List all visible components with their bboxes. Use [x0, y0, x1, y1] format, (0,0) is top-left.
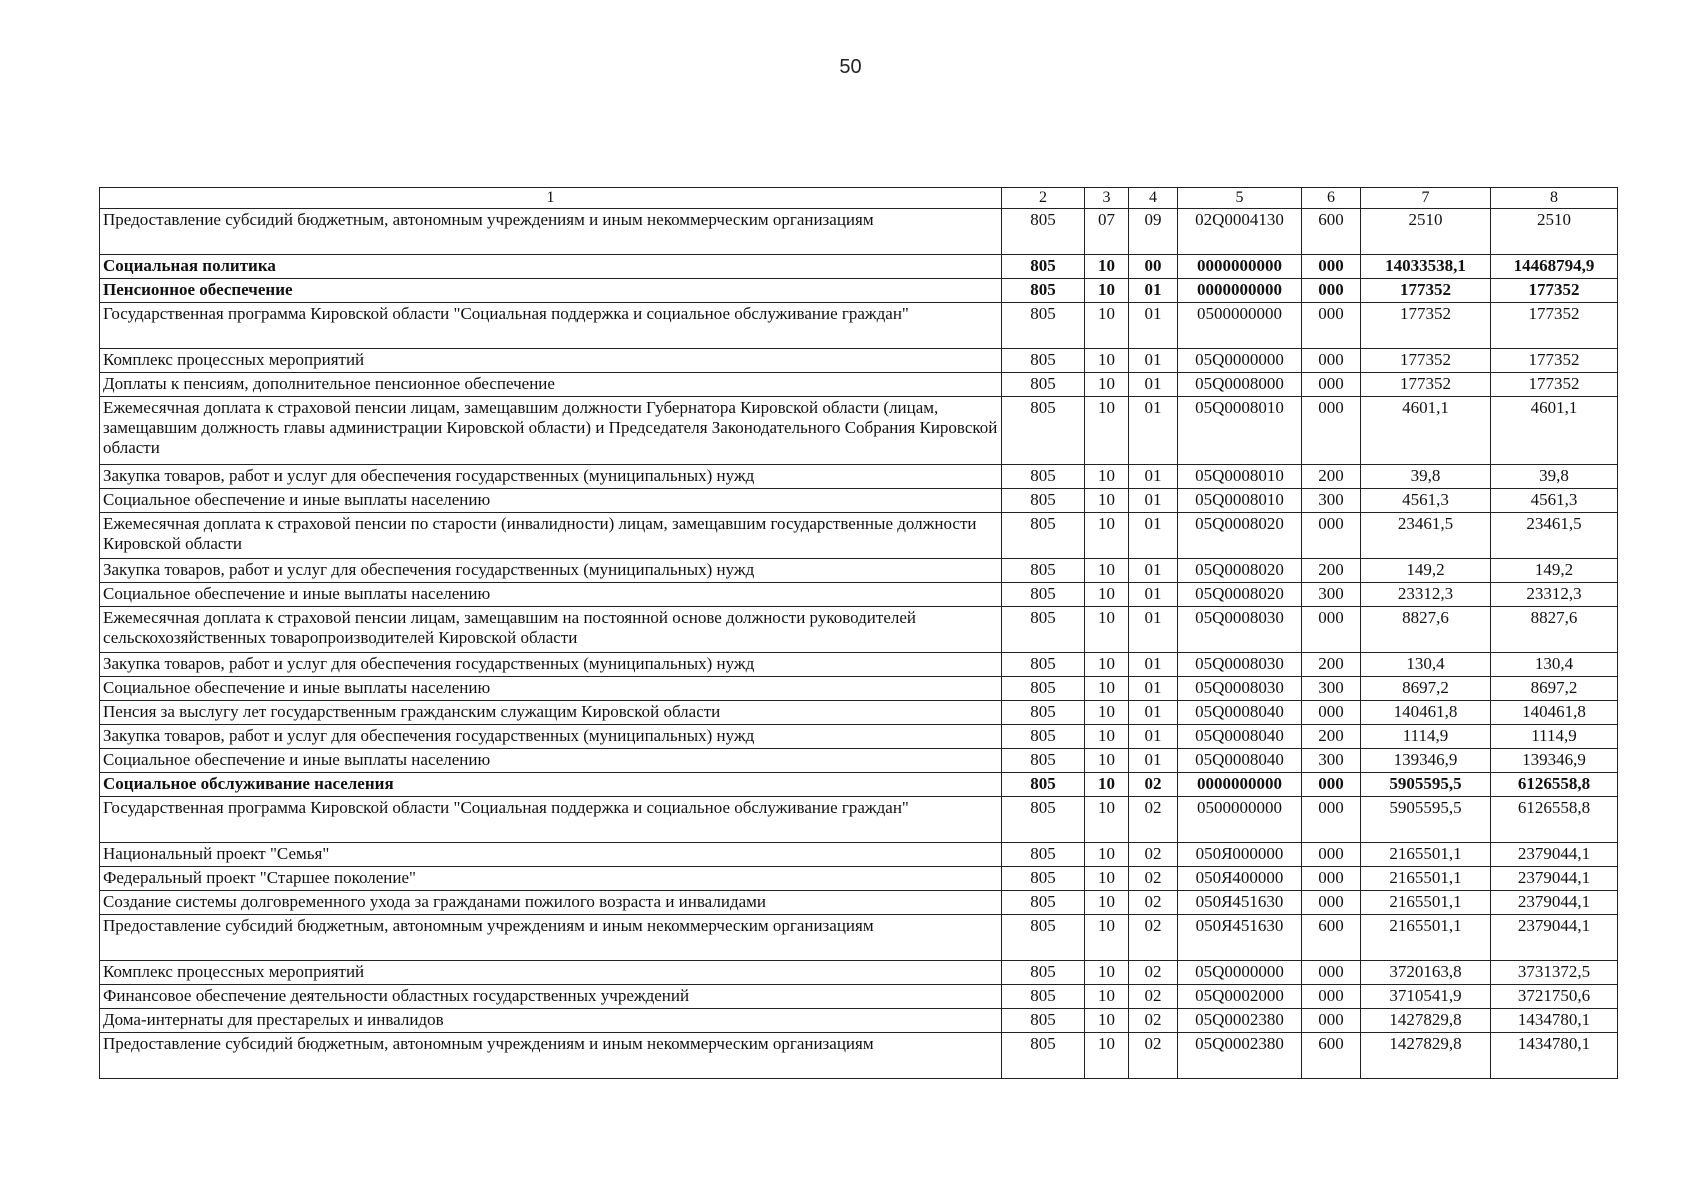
table-row [100, 985, 1618, 1009]
subsection-cell: 01 [1129, 373, 1178, 397]
amount-year2-cell: 1434780,1 [1491, 1033, 1618, 1079]
target-item-cell: 02Q0004130 [1178, 209, 1302, 255]
amount-year2-cell: 4561,3 [1491, 489, 1618, 513]
table-row [100, 1033, 1618, 1079]
amount-year1-cell: 177352 [1361, 303, 1491, 349]
code-cell: 805 [1002, 465, 1085, 489]
target-item-cell: 05Q0008010 [1178, 465, 1302, 489]
table-row [100, 489, 1618, 513]
name-cell: Закупка товаров, работ и услуг для обеспечения государственных (муниципальных) нужд [100, 465, 1002, 489]
subsection-cell: 02 [1129, 961, 1178, 985]
amount-year2-cell: 8827,6 [1491, 607, 1618, 653]
subsection-cell: 02 [1129, 867, 1178, 891]
section-cell: 10 [1085, 349, 1129, 373]
table-row [100, 867, 1618, 891]
header-cell: 2 [1002, 188, 1085, 209]
name-cell: Государственная программа Кировской области "Социальная поддержка и социальное обслуживание граждан" [100, 303, 1002, 349]
table-row [100, 725, 1618, 749]
amount-year1-cell: 2165501,1 [1361, 891, 1491, 915]
amount-year1-cell: 8697,2 [1361, 677, 1491, 701]
expense-type-cell: 200 [1302, 653, 1361, 677]
subsection-cell: 01 [1129, 607, 1178, 653]
table-row [100, 209, 1618, 255]
amount-year2-cell: 177352 [1491, 349, 1618, 373]
name-cell: Пенсионное обеспечение [100, 279, 1002, 303]
code-cell: 805 [1002, 607, 1085, 653]
section-cell: 10 [1085, 465, 1129, 489]
code-cell: 805 [1002, 725, 1085, 749]
target-item-cell: 05Q0008000 [1178, 373, 1302, 397]
name-cell: Доплаты к пенсиям, дополнительное пенсионное обеспечение [100, 373, 1002, 397]
amount-year1-cell: 140461,8 [1361, 701, 1491, 725]
name-cell: Комплекс процессных мероприятий [100, 961, 1002, 985]
code-cell: 805 [1002, 677, 1085, 701]
code-cell: 805 [1002, 489, 1085, 513]
amount-year2-cell: 23461,5 [1491, 513, 1618, 559]
name-cell: Национальный проект "Семья" [100, 843, 1002, 867]
table-row [100, 607, 1618, 653]
code-cell: 805 [1002, 559, 1085, 583]
section-cell: 10 [1085, 867, 1129, 891]
target-item-cell: 0500000000 [1178, 797, 1302, 843]
header-cell: 7 [1361, 188, 1491, 209]
code-cell: 805 [1002, 891, 1085, 915]
expense-type-cell: 000 [1302, 303, 1361, 349]
expense-type-cell: 200 [1302, 725, 1361, 749]
amount-year1-cell: 8827,6 [1361, 607, 1491, 653]
code-cell: 805 [1002, 773, 1085, 797]
subsection-cell: 01 [1129, 677, 1178, 701]
header-cell: 8 [1491, 188, 1618, 209]
subsection-cell: 01 [1129, 583, 1178, 607]
expense-type-cell: 600 [1302, 209, 1361, 255]
amount-year1-cell: 2165501,1 [1361, 843, 1491, 867]
expense-type-cell: 000 [1302, 1009, 1361, 1033]
name-cell: Федеральный проект "Старшее поколение" [100, 867, 1002, 891]
name-cell: Социальное обслуживание населения [100, 773, 1002, 797]
name-cell: Социальное обеспечение и иные выплаты населению [100, 489, 1002, 513]
expense-type-cell: 000 [1302, 255, 1361, 279]
expense-type-cell: 000 [1302, 513, 1361, 559]
section-cell: 10 [1085, 559, 1129, 583]
amount-year2-cell: 3731372,5 [1491, 961, 1618, 985]
code-cell: 805 [1002, 303, 1085, 349]
section-cell: 10 [1085, 607, 1129, 653]
expense-type-cell: 000 [1302, 867, 1361, 891]
name-cell: Закупка товаров, работ и услуг для обеспечения государственных (муниципальных) нужд [100, 653, 1002, 677]
section-cell: 10 [1085, 279, 1129, 303]
target-item-cell: 05Q0002380 [1178, 1033, 1302, 1079]
expense-type-cell: 000 [1302, 891, 1361, 915]
section-cell: 10 [1085, 677, 1129, 701]
subsection-cell: 01 [1129, 303, 1178, 349]
name-cell: Социальное обеспечение и иные выплаты населению [100, 749, 1002, 773]
amount-year1-cell: 130,4 [1361, 653, 1491, 677]
amount-year2-cell: 1434780,1 [1491, 1009, 1618, 1033]
amount-year2-cell: 6126558,8 [1491, 773, 1618, 797]
name-cell: Финансовое обеспечение деятельности областных государственных учреждений [100, 985, 1002, 1009]
table-row [100, 397, 1618, 465]
table-row [100, 349, 1618, 373]
table-row [100, 749, 1618, 773]
section-cell: 10 [1085, 891, 1129, 915]
amount-year1-cell: 149,2 [1361, 559, 1491, 583]
name-cell: Закупка товаров, работ и услуг для обеспечения государственных (муниципальных) нужд [100, 559, 1002, 583]
code-cell: 805 [1002, 373, 1085, 397]
expense-type-cell: 600 [1302, 1033, 1361, 1079]
subsection-cell: 01 [1129, 397, 1178, 465]
code-cell: 805 [1002, 349, 1085, 373]
target-item-cell: 05Q0008030 [1178, 653, 1302, 677]
expense-type-cell: 300 [1302, 583, 1361, 607]
subsection-cell: 01 [1129, 465, 1178, 489]
expense-type-cell: 000 [1302, 843, 1361, 867]
section-cell: 10 [1085, 373, 1129, 397]
name-cell: Социальное обеспечение и иные выплаты населению [100, 677, 1002, 701]
amount-year1-cell: 5905595,5 [1361, 773, 1491, 797]
amount-year2-cell: 3721750,6 [1491, 985, 1618, 1009]
subsection-cell: 01 [1129, 725, 1178, 749]
table-row [100, 915, 1618, 961]
amount-year2-cell: 1114,9 [1491, 725, 1618, 749]
subsection-cell: 01 [1129, 701, 1178, 725]
target-item-cell: 05Q0008020 [1178, 583, 1302, 607]
target-item-cell: 05Q0000000 [1178, 961, 1302, 985]
name-cell: Ежемесячная доплата к страховой пенсии по старости (инвалидности) лицам, замещавшим государственные должности Кировской области [100, 513, 1002, 559]
subsection-cell: 01 [1129, 559, 1178, 583]
subsection-cell: 02 [1129, 891, 1178, 915]
amount-year1-cell: 3720163,8 [1361, 961, 1491, 985]
section-cell: 10 [1085, 513, 1129, 559]
code-cell: 805 [1002, 961, 1085, 985]
target-item-cell: 05Q0008030 [1178, 677, 1302, 701]
code-cell: 805 [1002, 749, 1085, 773]
amount-year2-cell: 6126558,8 [1491, 797, 1618, 843]
name-cell: Социальное обеспечение и иные выплаты населению [100, 583, 1002, 607]
page-number: 50 [839, 56, 862, 78]
amount-year2-cell: 2379044,1 [1491, 867, 1618, 891]
code-cell: 805 [1002, 255, 1085, 279]
target-item-cell: 05Q0002000 [1178, 985, 1302, 1009]
subsection-cell: 02 [1129, 1009, 1178, 1033]
code-cell: 805 [1002, 985, 1085, 1009]
expense-type-cell: 000 [1302, 607, 1361, 653]
amount-year2-cell: 4601,1 [1491, 397, 1618, 465]
subsection-cell: 02 [1129, 843, 1178, 867]
amount-year2-cell: 2379044,1 [1491, 915, 1618, 961]
amount-year2-cell: 149,2 [1491, 559, 1618, 583]
code-cell: 805 [1002, 279, 1085, 303]
amount-year2-cell: 2379044,1 [1491, 891, 1618, 915]
amount-year1-cell: 14033538,1 [1361, 255, 1491, 279]
expense-type-cell: 000 [1302, 349, 1361, 373]
amount-year2-cell: 177352 [1491, 373, 1618, 397]
amount-year1-cell: 23312,3 [1361, 583, 1491, 607]
table-row [100, 559, 1618, 583]
header-cell: 3 [1085, 188, 1129, 209]
amount-year1-cell: 3710541,9 [1361, 985, 1491, 1009]
section-cell: 10 [1085, 255, 1129, 279]
section-cell: 10 [1085, 1009, 1129, 1033]
amount-year1-cell: 139346,9 [1361, 749, 1491, 773]
amount-year1-cell: 177352 [1361, 373, 1491, 397]
header-cell: 1 [100, 188, 1002, 209]
name-cell: Дома-интернаты для престарелых и инвалидов [100, 1009, 1002, 1033]
name-cell: Предоставление субсидий бюджетным, автономным учреждениям и иным некоммерческим организациям [100, 209, 1002, 255]
section-cell: 10 [1085, 773, 1129, 797]
amount-year1-cell: 2165501,1 [1361, 915, 1491, 961]
target-item-cell: 05Q0000000 [1178, 349, 1302, 373]
code-cell: 805 [1002, 513, 1085, 559]
expense-type-cell: 200 [1302, 559, 1361, 583]
table-row [100, 513, 1618, 559]
code-cell: 805 [1002, 653, 1085, 677]
name-cell: Закупка товаров, работ и услуг для обеспечения государственных (муниципальных) нужд [100, 725, 1002, 749]
target-item-cell: 05Q0008040 [1178, 725, 1302, 749]
target-item-cell: 05Q0008020 [1178, 513, 1302, 559]
subsection-cell: 01 [1129, 513, 1178, 559]
section-cell: 10 [1085, 303, 1129, 349]
amount-year2-cell: 2379044,1 [1491, 843, 1618, 867]
target-item-cell: 05Q0008040 [1178, 749, 1302, 773]
amount-year1-cell: 1427829,8 [1361, 1033, 1491, 1079]
section-cell: 10 [1085, 985, 1129, 1009]
subsection-cell: 01 [1129, 653, 1178, 677]
table-row [100, 653, 1618, 677]
subsection-cell: 02 [1129, 797, 1178, 843]
name-cell: Пенсия за выслугу лет государственным гражданским служащим Кировской области [100, 701, 1002, 725]
name-cell: Предоставление субсидий бюджетным, автономным учреждениям и иным некоммерческим организациям [100, 1033, 1002, 1079]
target-item-cell: 050Я000000 [1178, 843, 1302, 867]
header-cell: 5 [1178, 188, 1302, 209]
code-cell: 805 [1002, 583, 1085, 607]
amount-year2-cell: 39,8 [1491, 465, 1618, 489]
target-item-cell: 0000000000 [1178, 255, 1302, 279]
subsection-cell: 02 [1129, 915, 1178, 961]
amount-year2-cell: 177352 [1491, 303, 1618, 349]
table-row [100, 255, 1618, 279]
amount-year2-cell: 177352 [1491, 279, 1618, 303]
header-cell: 6 [1302, 188, 1361, 209]
table-header-row [100, 188, 1618, 209]
amount-year1-cell: 2510 [1361, 209, 1491, 255]
table-row [100, 677, 1618, 701]
name-cell: Комплекс процессных мероприятий [100, 349, 1002, 373]
table-row [100, 583, 1618, 607]
target-item-cell: 0000000000 [1178, 279, 1302, 303]
subsection-cell: 02 [1129, 1033, 1178, 1079]
section-cell: 07 [1085, 209, 1129, 255]
section-cell: 10 [1085, 915, 1129, 961]
subsection-cell: 02 [1129, 985, 1178, 1009]
amount-year1-cell: 177352 [1361, 279, 1491, 303]
expense-type-cell: 200 [1302, 465, 1361, 489]
target-item-cell: 050Я451630 [1178, 891, 1302, 915]
code-cell: 805 [1002, 1009, 1085, 1033]
amount-year1-cell: 4601,1 [1361, 397, 1491, 465]
subsection-cell: 01 [1129, 279, 1178, 303]
amount-year2-cell: 139346,9 [1491, 749, 1618, 773]
amount-year2-cell: 2510 [1491, 209, 1618, 255]
amount-year1-cell: 177352 [1361, 349, 1491, 373]
table-row [100, 373, 1618, 397]
expense-type-cell: 000 [1302, 397, 1361, 465]
target-item-cell: 05Q0008010 [1178, 489, 1302, 513]
amount-year1-cell: 4561,3 [1361, 489, 1491, 513]
amount-year1-cell: 1427829,8 [1361, 1009, 1491, 1033]
table-row [100, 961, 1618, 985]
section-cell: 10 [1085, 843, 1129, 867]
expense-type-cell: 000 [1302, 701, 1361, 725]
code-cell: 805 [1002, 867, 1085, 891]
code-cell: 805 [1002, 797, 1085, 843]
table-row [100, 1009, 1618, 1033]
target-item-cell: 05Q0008040 [1178, 701, 1302, 725]
subsection-cell: 09 [1129, 209, 1178, 255]
section-cell: 10 [1085, 961, 1129, 985]
target-item-cell: 0500000000 [1178, 303, 1302, 349]
section-cell: 10 [1085, 725, 1129, 749]
amount-year1-cell: 23461,5 [1361, 513, 1491, 559]
section-cell: 10 [1085, 489, 1129, 513]
expense-type-cell: 000 [1302, 279, 1361, 303]
amount-year1-cell: 39,8 [1361, 465, 1491, 489]
amount-year1-cell: 2165501,1 [1361, 867, 1491, 891]
section-cell: 10 [1085, 701, 1129, 725]
section-cell: 10 [1085, 797, 1129, 843]
name-cell: Социальная политика [100, 255, 1002, 279]
expense-type-cell: 000 [1302, 773, 1361, 797]
expense-type-cell: 600 [1302, 915, 1361, 961]
amount-year2-cell: 14468794,9 [1491, 255, 1618, 279]
name-cell: Предоставление субсидий бюджетным, автономным учреждениям и иным некоммерческим организациям [100, 915, 1002, 961]
expense-type-cell: 000 [1302, 373, 1361, 397]
name-cell: Создание системы долговременного ухода за гражданами пожилого возраста и инвалидами [100, 891, 1002, 915]
amount-year2-cell: 130,4 [1491, 653, 1618, 677]
section-cell: 10 [1085, 397, 1129, 465]
subsection-cell: 00 [1129, 255, 1178, 279]
code-cell: 805 [1002, 209, 1085, 255]
subsection-cell: 02 [1129, 773, 1178, 797]
expense-type-cell: 000 [1302, 961, 1361, 985]
code-cell: 805 [1002, 843, 1085, 867]
expense-type-cell: 300 [1302, 489, 1361, 513]
expense-type-cell: 300 [1302, 749, 1361, 773]
target-item-cell: 0000000000 [1178, 773, 1302, 797]
code-cell: 805 [1002, 1033, 1085, 1079]
table-row [100, 797, 1618, 843]
table-row [100, 843, 1618, 867]
name-cell: Ежемесячная доплата к страховой пенсии лицам, замещавшим на постоянной основе должности руководителей сельскохозяйственных товаропроизводителей Кировской области [100, 607, 1002, 653]
section-cell: 10 [1085, 583, 1129, 607]
section-cell: 10 [1085, 653, 1129, 677]
code-cell: 805 [1002, 397, 1085, 465]
table-row [100, 279, 1618, 303]
table-row [100, 303, 1618, 349]
section-cell: 10 [1085, 1033, 1129, 1079]
target-item-cell: 05Q0008010 [1178, 397, 1302, 465]
name-cell: Государственная программа Кировской области "Социальная поддержка и социальное обслуживание граждан" [100, 797, 1002, 843]
subsection-cell: 01 [1129, 749, 1178, 773]
table-body [100, 209, 1618, 1079]
target-item-cell: 05Q0008020 [1178, 559, 1302, 583]
section-cell: 10 [1085, 749, 1129, 773]
target-item-cell: 050Я400000 [1178, 867, 1302, 891]
subsection-cell: 01 [1129, 349, 1178, 373]
expense-type-cell: 300 [1302, 677, 1361, 701]
name-cell: Ежемесячная доплата к страховой пенсии лицам, замещавшим должности Губернатора Кировской области (лицам, замещавшим должность главы администрации Кировской области) и Председателя Законодательного Собрания Кировской области [100, 397, 1002, 465]
budget-table [99, 187, 1618, 1079]
amount-year2-cell: 140461,8 [1491, 701, 1618, 725]
table-row [100, 701, 1618, 725]
amount-year2-cell: 8697,2 [1491, 677, 1618, 701]
amount-year2-cell: 23312,3 [1491, 583, 1618, 607]
expense-type-cell: 000 [1302, 985, 1361, 1009]
table-row [100, 773, 1618, 797]
target-item-cell: 05Q0002380 [1178, 1009, 1302, 1033]
header-cell: 4 [1129, 188, 1178, 209]
amount-year1-cell: 5905595,5 [1361, 797, 1491, 843]
expense-type-cell: 000 [1302, 797, 1361, 843]
subsection-cell: 01 [1129, 489, 1178, 513]
code-cell: 805 [1002, 701, 1085, 725]
target-item-cell: 05Q0008030 [1178, 607, 1302, 653]
table-row [100, 465, 1618, 489]
table-row [100, 891, 1618, 915]
target-item-cell: 050Я451630 [1178, 915, 1302, 961]
code-cell: 805 [1002, 915, 1085, 961]
amount-year1-cell: 1114,9 [1361, 725, 1491, 749]
